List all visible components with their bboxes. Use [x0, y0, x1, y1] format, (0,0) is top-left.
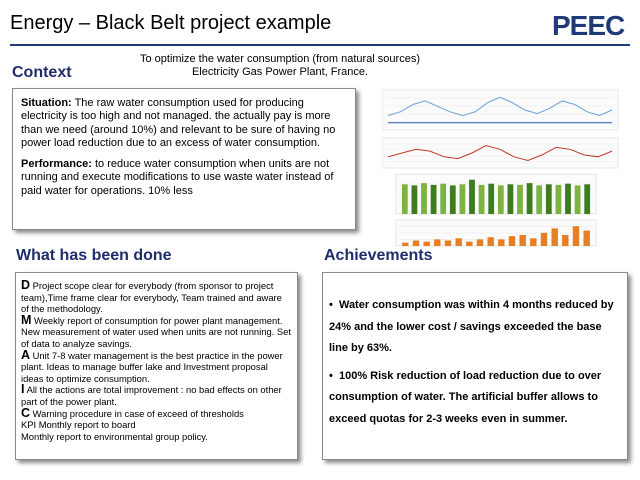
dmaic-text: Warning procedure in case of exceed of thresholds — [30, 407, 244, 419]
chart-bar — [584, 184, 590, 214]
achievement-text: Water consumption was within 4 months reduced by 24% and the lower cost / savings exceeded the base line by 63%. — [329, 299, 614, 354]
kpi-report-line: KPI Monthly report to board — [21, 419, 136, 431]
chart-bar — [498, 185, 504, 214]
chart-bar — [466, 242, 472, 246]
chart-frame — [382, 138, 618, 168]
dmaic-letter: A — [21, 347, 31, 362]
chart-bar — [431, 185, 437, 214]
dmaic-text: All the actions are total improvement : no bad effects on other part of the power plant. — [21, 384, 282, 407]
chart-bar — [412, 185, 418, 214]
chart-bar — [508, 184, 514, 214]
what-has-been-done-heading: What has been done — [16, 247, 172, 264]
what-has-been-done-box — [15, 272, 298, 460]
achievements-box — [322, 272, 628, 460]
chart-bar — [488, 237, 494, 246]
chart-bar — [479, 185, 485, 214]
chart-bar — [530, 238, 536, 246]
dmaic-text: Weekly report of consumption for power plant management. New measurement of water used when units are not running. Set of data to analyze savings. — [21, 314, 291, 349]
chart-bar — [402, 243, 408, 246]
chart-bar — [552, 228, 558, 246]
chart-bar — [440, 184, 446, 214]
chart-bar — [584, 231, 590, 246]
charts-panel — [382, 88, 622, 248]
dmaic-text: Unit 7-8 water management is the best practice in the power plant. Ideas to manage buffer lake and Investment proposal ideas to optimize consumption. — [21, 349, 283, 384]
dmaic-letter: M — [21, 312, 32, 327]
chart-bar — [460, 184, 466, 214]
chart-bar — [469, 180, 475, 214]
chart-weekly-bars — [396, 174, 596, 214]
chart-bar — [477, 239, 483, 246]
chart-bar — [527, 183, 533, 214]
dmaic-item-c — [21, 405, 292, 420]
dmaic-letter: D — [21, 278, 31, 292]
chart-bar — [575, 185, 581, 214]
chart-bar — [434, 239, 440, 246]
chart-bar — [498, 239, 504, 246]
achievement-bullet: • 100% Risk reduction of load reduction due to over consumption of water. The artificial buffer allows to exceed quotas for 2-3 weeks even in summer. — [329, 369, 602, 425]
performance-paragraph — [21, 158, 347, 198]
chart-bar — [546, 184, 552, 214]
chart-bar — [450, 185, 456, 214]
chart-bar — [488, 184, 494, 214]
chart-bar — [536, 185, 542, 214]
dmaic-item-m — [21, 312, 292, 350]
situation-paragraph — [21, 97, 347, 150]
chart-cost-line — [382, 138, 618, 168]
subtitle-line-1: To optimize the water consumption (from natural sources) — [139, 53, 420, 65]
dmaic-text: Project scope clear for everybody (from sponsor to project team),Time frame clear for everybody, Team trained and aware of the methodology. — [21, 280, 282, 315]
dmaic-letter: I — [21, 382, 25, 397]
chart-bar — [556, 185, 562, 214]
chart-bar — [413, 241, 419, 247]
chart-bar — [424, 242, 430, 246]
chart-frame — [382, 90, 618, 130]
context-box — [12, 88, 356, 230]
peec-logo: PEEC — [552, 10, 625, 41]
achievement-bullet: • Water consumption was within 4 months reduced by 24% and the lower cost / savings exceeded the base line by 63%. — [329, 299, 614, 354]
chart-bar — [565, 184, 571, 214]
performance-label: Performance: — [21, 158, 92, 171]
chart-water-consumption-line — [382, 90, 618, 130]
chart-bar — [509, 236, 515, 246]
chart-bar — [520, 235, 526, 246]
chart-bar — [402, 184, 408, 214]
chart-savings-bars — [396, 220, 596, 246]
performance-text: to reduce water consumption when units are not running and execute modifications to use waste water instead of paid water for operations. 10% less — [21, 158, 334, 197]
achievement-text: 100% Risk reduction of load reduction due to over consumption of water. The artificial buffer allows to exceed quotas for 2-3 weeks even in summer. — [329, 369, 602, 425]
chart-bar — [573, 226, 579, 246]
project-subtitle — [100, 53, 460, 79]
chart-bar — [421, 183, 427, 214]
dmaic-item-d — [21, 280, 292, 315]
environment-report-line: Monthly report to environmental group policy. — [21, 430, 208, 442]
situation-text: The raw water consumption used for producing electricity is too high and not managed. the actually pay is more than we need (around 10%) and relevant to be sure of having no power load reduction due to an excess of water consumption. — [21, 97, 336, 149]
situation-label: Situation: — [21, 97, 72, 109]
dmaic-item-a — [21, 347, 292, 385]
chart-bar — [517, 185, 523, 214]
dmaic-letter: C — [21, 405, 31, 420]
dmaic-item-i — [21, 384, 292, 407]
header-divider — [10, 44, 630, 46]
context-heading: Context — [12, 64, 72, 81]
subtitle-line-2: Electricity Gas Power Plant, France. — [191, 66, 369, 78]
page-title: Energy – Black Belt project example — [10, 12, 332, 34]
chart-bar — [562, 235, 568, 246]
chart-bar — [445, 241, 451, 247]
achievements-heading: Achievements — [324, 247, 433, 264]
chart-bar — [541, 233, 547, 246]
chart-bar — [456, 238, 462, 246]
